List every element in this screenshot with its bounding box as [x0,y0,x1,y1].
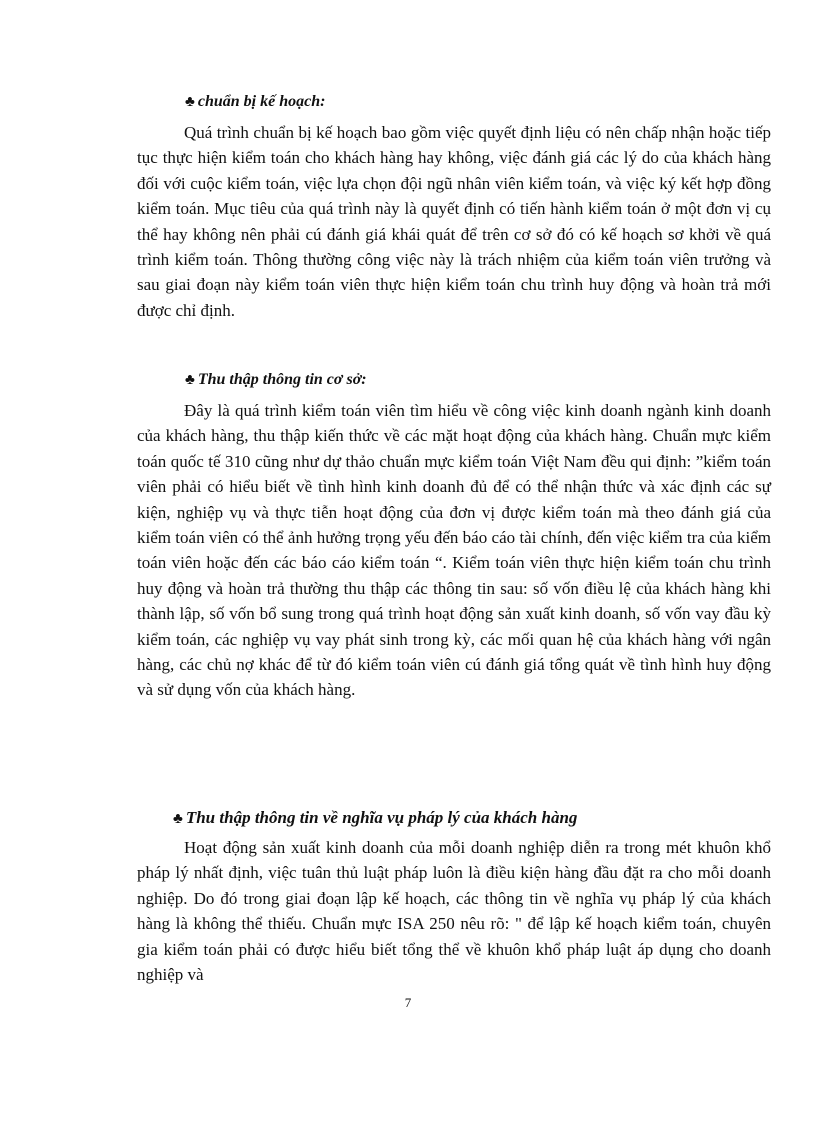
section-heading [185,368,771,392]
section-chuan-bi-ke-hoach [137,90,771,323]
heading-text: Thu thập thông tin cơ sở: [197,371,367,388]
section-thu-thap-thong-tin-co-so [137,368,771,703]
section-heading [185,90,771,114]
body-paragraph: Hoạt động sản xuất kinh doanh của mỗi doanh nghiệp diễn ra trong mét khuôn khổ pháp lý nhất định, việc tuân thủ luật pháp luôn là điều kiện hàng đầu đặt ra cho mỗi doanh nghiệp. Do đó trong giai đoạn lập kế hoạch, các thông tin về nghĩa vụ pháp lý của khách hàng là không thể thiếu. Chuẩn mực ISA 250 nêu rõ: " để lập kế hoạch kiểm toán, chuyên gia kiểm toán phải có được hiểu biết tổng thể về khuôn khổ pháp luật áp dụng cho doanh nghiệp và [137,838,771,985]
club-icon: ♣ [185,94,195,110]
heading-text: chuẩn bị kế hoạch: [197,93,326,110]
club-icon: ♣ [173,811,183,827]
page-number: 7 [404,995,412,1010]
club-icon: ♣ [185,372,195,388]
heading-text: Thu thập thông tin về nghĩa vụ pháp lý của khách hàng [185,808,578,827]
section-nghia-vu-phap-ly [137,806,771,987]
section-heading [173,806,771,831]
body-paragraph: Đây là quá trình kiểm toán viên tìm hiểu về công việc kinh doanh ngành kinh doanh của khách hàng, thu thập kiến thức về các mặt hoạt động của khách hàng. Chuẩn mực kiểm toán quốc tế 310 cũng như dự thảo chuẩn mực kiểm toán Việt Nam đều qui định: ”kiểm toán viên phải có hiểu biết về tình hình kinh doanh đủ để có thể nhận thức và xác định các sự kiện, nghiệp vụ và thực tiễn hoạt động của đơn vị được kiểm toán mà theo đánh giá của kiểm toán viên có thể ảnh hưởng trọng yếu đến báo cáo tài chính, đến việc kiểm tra của kiểm toán viên hoặc đến các báo cáo kiểm toán “. Kiểm toán viên thực hiện kiểm toán chu trình huy động và hoàn trả thường thu thập các thông tin sau: số vốn điều lệ của khách hàng khi thành lập, số vốn bổ sung trong quá trình hoạt động sản xuất kinh doanh, số vốn vay đầu kỳ kiểm toán, các nghiệp vụ vay phát sinh trong kỳ, các mối quan hệ của khách hàng với ngân hàng, các chủ nợ khác để từ đó kiểm toán viên cú đánh giá tổng quát về tình hình huy động và sử dụng vốn của khách hàng. [137,401,771,700]
body-paragraph: Quá trình chuẩn bị kế hoạch bao gồm việc quyết định liệu có nên chấp nhận hoặc tiếp tục thực hiện kiểm toán cho khách hàng hay không, việc đánh giá các lý do của khách hàng đối với cuộc kiểm toán, việc lựa chọn đội ngũ nhân viên kiểm toán, và việc ký kết hợp đồng kiểm toán. Mục tiêu của quá trình này là quyết định có tiến hành kiểm toán ở một đơn vị cụ thể hay không nên phải cú đánh giá khái quát để trên cơ sở đó có kế hoạch sơ khởi về quá trình kiểm toán. Thông thường công việc này là trách nhiệm của kiểm toán viên trưởng và sau giai đoạn này kiểm toán viên thực hiện kiểm toán chu trình huy động và hoàn trả mới được chỉ định. [137,123,771,320]
